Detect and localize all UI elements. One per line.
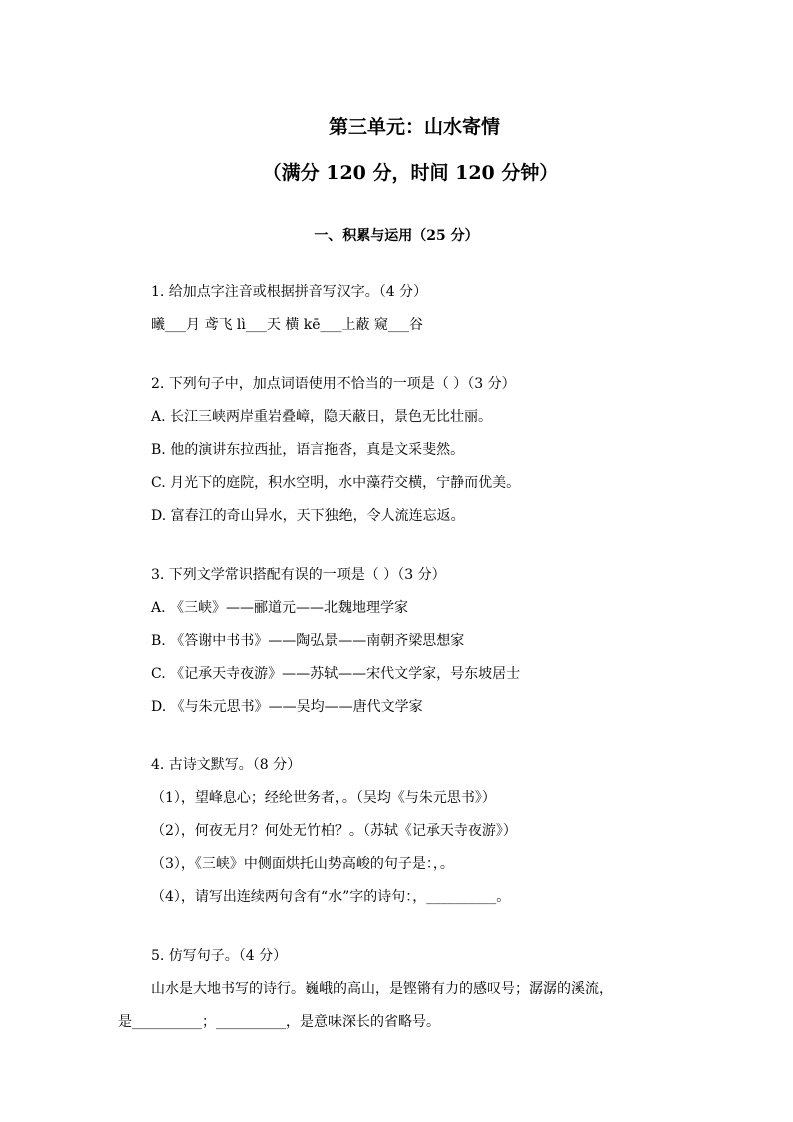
question-3-option-a: A. 《三峡》——郦道元——北魏地理学家 (151, 600, 409, 616)
question-5-paragraph-line-2: 是__________；__________，是意味深长的省略号。 (118, 1014, 440, 1030)
section-heading: 一、积累与运用（25 分） (314, 228, 479, 244)
question-3-option-b: B. 《答谢中书书》——陶弘景——南朝齐梁思想家 (151, 633, 465, 649)
page-subtitle: （满分 120 分，时间 120 分钟） (262, 162, 559, 184)
question-2-stem: 2. 下列句子中，加点词语使用不恰当的一项是（ ）（3 分） (151, 376, 516, 392)
question-5-stem: 5. 仿写句子。（4 分） (151, 948, 288, 964)
question-3-option-d: D. 《与朱元思书》——吴均——唐代文学家 (151, 699, 423, 715)
question-1-line: 曦___月 鸢飞 lì___天 横 kē___上蔽 窥___谷 (151, 317, 423, 333)
question-2-option-a: A. 长江三峡两岸重岩叠嶂，隐天蔽日，景色无比壮丽。 (151, 409, 493, 425)
question-3-option-c: C. 《记承天寺夜游》——苏轼——宋代文学家，号东坡居士 (151, 666, 521, 682)
question-4-item-2: （2），何夜无月？何处无竹柏？。（苏轼《记承天寺夜游》） (151, 823, 517, 839)
question-2-option-d: D. 富春江的奇山异水，天下独绝，令人流连忘返。 (151, 508, 465, 524)
question-1-stem: 1. 给加点字注音或根据拼音写汉字。（4 分） (151, 284, 428, 300)
question-4-item-4: （4），请写出连续两句含有“水”字的诗句：，__________。 (151, 889, 511, 905)
question-4-stem: 4. 古诗文默写。（8 分） (151, 757, 302, 773)
question-2-option-b: B. 他的演讲东拉西扯，语言拖沓，真是文采斐然。 (151, 442, 465, 458)
page-title: 第三单元：山水寄情 (328, 116, 500, 138)
question-4-item-3: （3），《三峡》中侧面烘托山势高峻的句子是：，。 (151, 856, 454, 872)
question-2-option-c: C. 月光下的庭院，积水空明，水中藻荇交横，宁静而优美。 (151, 475, 521, 491)
question-5-paragraph-line-1: 山水是大地书写的诗行。巍峨的高山，是铿锵有力的感叹号；潺潺的溪流， (151, 981, 613, 997)
question-4-item-1: （1），望峰息心；经纶世务者，。（吴均《与朱元思书》） (151, 790, 496, 806)
question-3-stem: 3. 下列文学常识搭配有误的一项是（ ）（3 分） (151, 567, 446, 583)
